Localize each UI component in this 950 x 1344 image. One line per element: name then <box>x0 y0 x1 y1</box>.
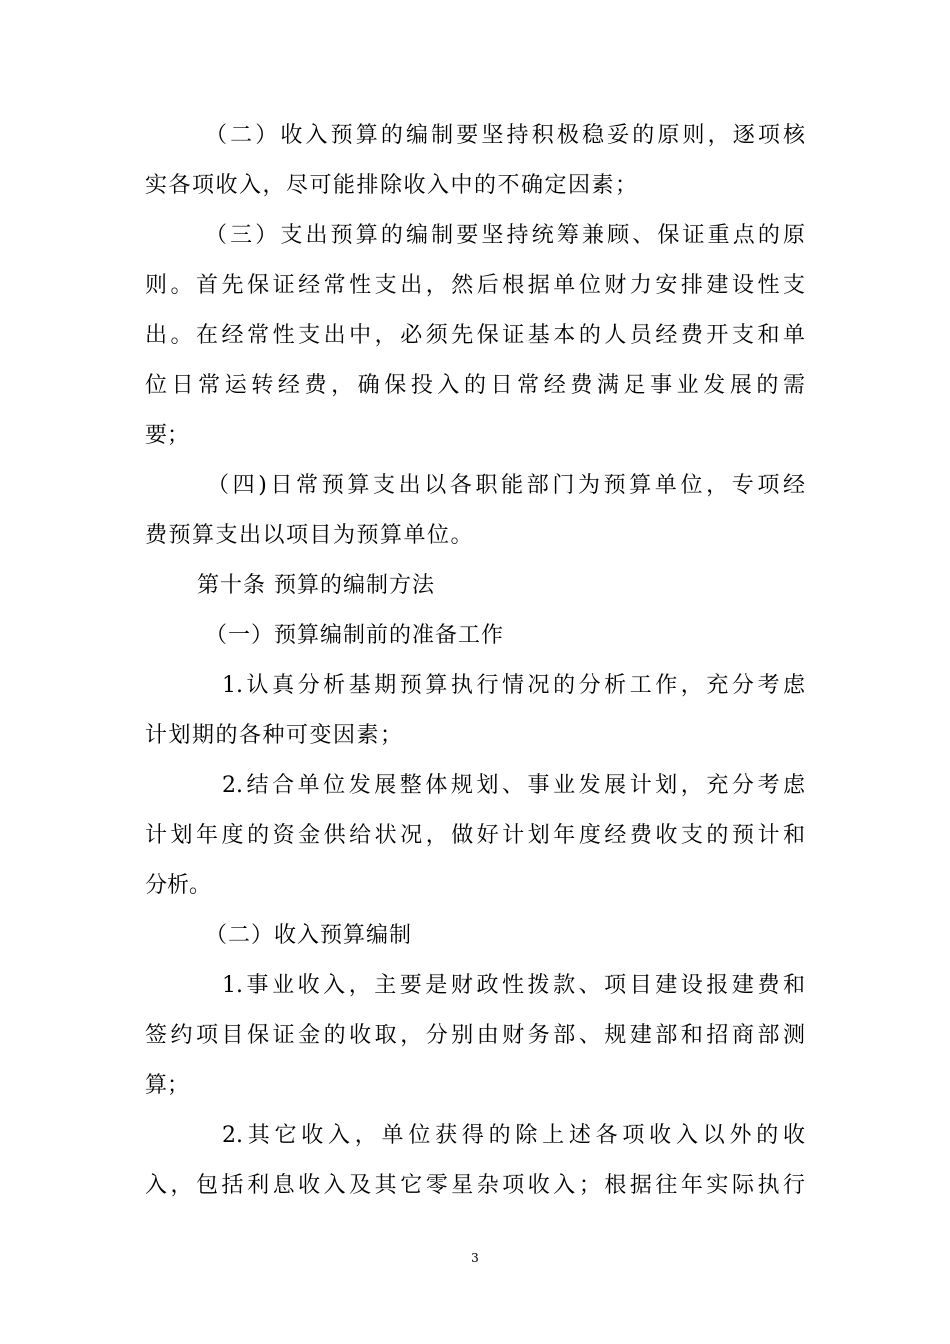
subsection-heading: （二）收入预算编制 <box>205 923 413 948</box>
paragraph-line: 实各项收入，尽可能排除收入中的不确定因素； <box>145 173 639 198</box>
paragraph-line: （二）收入预算的编制要坚持积极稳妥的原则，逐项核 <box>205 123 805 148</box>
paragraph-line: 分析。 <box>145 873 212 898</box>
paragraph-line: 则。首先保证经常性支出，然后根据单位财力安排建设性支 <box>145 273 805 298</box>
paragraph-line: （四)日常预算支出以各职能部门为预算单位，专项经 <box>207 473 805 498</box>
page-number: 3 <box>471 1251 479 1265</box>
paragraph-line: 位日常运转经费，确保投入的日常经费满足事业发展的需 <box>145 373 805 398</box>
section-heading: 第十条 预算的编制方法 <box>197 573 435 598</box>
paragraph-line: 要； <box>145 423 190 448</box>
paragraph-line: 入，包括利息收入及其它零星杂项收入；根据往年实际执行 <box>145 1173 805 1198</box>
paragraph-line: 2.结合单位发展整体规划、事业发展计划，充分考虑 <box>222 773 805 798</box>
paragraph-line: 费预算支出以项目为预算单位。 <box>145 523 475 548</box>
paragraph-line: （三）支出预算的编制要坚持统筹兼顾、保证重点的原 <box>205 223 805 248</box>
paragraph-line: 计划期的各种可变因素； <box>145 723 404 748</box>
paragraph-line: 1.事业收入，主要是财政性拨款、项目建设报建费和 <box>222 973 805 998</box>
paragraph-line: 1.认真分析基期预算执行情况的分析工作，充分考虑 <box>222 673 805 698</box>
paragraph-line: 出。在经常性支出中，必须先保证基本的人员经费开支和单 <box>145 323 805 348</box>
paragraph-line: 2.其它收入，单位获得的除上述各项收入以外的收 <box>222 1123 805 1148</box>
paragraph-line: 计划年度的资金供给状况，做好计划年度经费收支的预计和 <box>145 823 805 848</box>
paragraph-line: 算； <box>145 1073 190 1098</box>
paragraph-line: 签约项目保证金的收取，分别由财务部、规建部和招商部测 <box>145 1023 805 1048</box>
subsection-heading: （一）预算编制前的准备工作 <box>205 623 505 648</box>
